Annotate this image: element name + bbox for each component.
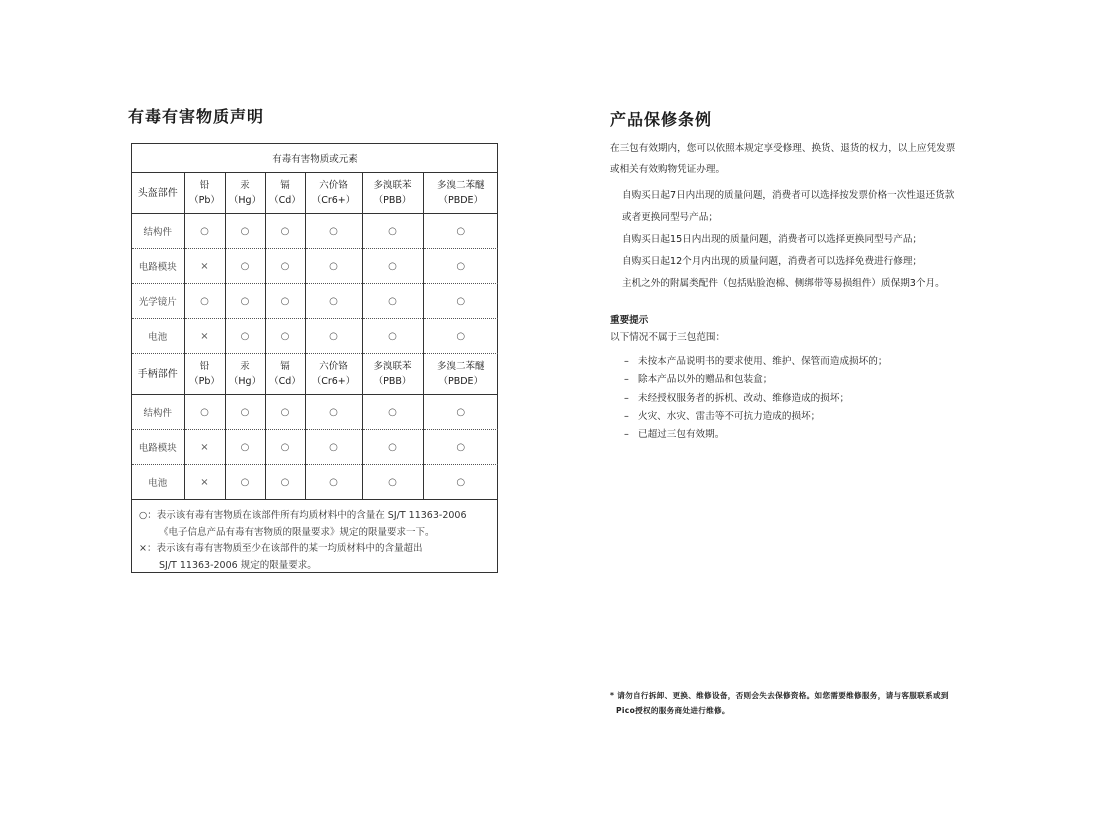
dash-bullet: – [624, 374, 629, 386]
compliance-cell: ○ [362, 395, 423, 430]
exclusion-text: 已超过三包有效期。 [638, 429, 725, 441]
compliance-cell: ○ [184, 284, 225, 319]
compliance-cell: ○ [423, 465, 498, 500]
exclusion-text: 未按本产品说明书的要求使用、维护、保管而造成损坏的； [638, 356, 888, 367]
compliance-cell: ○ [265, 430, 305, 465]
table-row [132, 395, 498, 430]
compliance-cell: ○ [305, 249, 362, 284]
warranty-item: 自购买日起7日内出现的质量问题，消费者可以选择按发票价格一次性退还货款 [622, 190, 955, 201]
substance-name: 铅 [199, 180, 210, 191]
compliance-cell: ○ [265, 395, 305, 430]
substance-column-header [225, 173, 265, 214]
part-name: 光学镜片 [132, 284, 184, 319]
substance-symbol: （Hg） [228, 195, 262, 206]
substance-name: 多溴二苯醚 [437, 361, 485, 372]
compliance-cell: ○ [305, 319, 362, 354]
compliance-cell: ○ [423, 430, 498, 465]
part-name: 电路模块 [132, 430, 184, 465]
compliance-cell: × [184, 465, 225, 500]
substance-column-header [305, 354, 362, 395]
substance-symbol: （Cr6+） [311, 195, 356, 206]
compliance-cell: ○ [423, 395, 498, 430]
dash-bullet: – [624, 429, 629, 441]
exclusion-text: 除本产品以外的赠品和包装盒； [638, 374, 773, 386]
compliance-cell: ○ [225, 284, 265, 319]
hazard-table-grid [132, 144, 498, 500]
part-name: 结构件 [132, 395, 184, 430]
compliance-cell: ○ [362, 249, 423, 284]
compliance-cell: ○ [362, 319, 423, 354]
warranty-item: 主机之外的附属类配件（包括贴脸泡棉、侧绑带等易损组件）质保期3个月。 [622, 278, 945, 289]
dash-bullet: – [624, 392, 629, 404]
table-row [132, 214, 498, 249]
compliance-cell: ○ [225, 465, 265, 500]
note-line: 《电子信息产品有毒有害物质的限量要求》规定的限量要求一下。 [159, 526, 435, 538]
substance-symbol: （Pb） [189, 376, 220, 387]
table-row [132, 284, 498, 319]
substance-column-header [362, 354, 423, 395]
important-notice-heading: 重要提示 [610, 315, 649, 326]
compliance-cell: ○ [305, 430, 362, 465]
compliance-cell: ○ [423, 249, 498, 284]
warranty-item: 自购买日起12个月内出现的质量问题，消费者可以选择免费进行修理； [622, 256, 923, 267]
substance-column-header [423, 173, 498, 214]
substance-column-header [225, 354, 265, 395]
note-circle [139, 508, 497, 541]
exclusion-item [624, 353, 887, 371]
table-notes [132, 500, 497, 574]
compliance-cell: ○ [305, 465, 362, 500]
warranty-title: 产品保修条例 [610, 110, 713, 129]
substance-name: 镉 [280, 361, 290, 372]
substance-column-header [265, 173, 305, 214]
table-group-header [132, 173, 498, 214]
substance-name: 汞 [240, 180, 250, 191]
substance-name: 多溴联苯 [373, 180, 412, 191]
compliance-cell: ○ [305, 284, 362, 319]
part-name: 电池 [132, 465, 184, 500]
substance-symbol: （Cd） [269, 376, 301, 387]
compliance-cell: ○ [225, 214, 265, 249]
warranty-items [622, 185, 992, 295]
compliance-cell: × [184, 430, 225, 465]
substance-column-header [184, 354, 225, 395]
substance-symbol: （PBDE） [438, 376, 484, 387]
intro-line: 或相关有效购物凭证办理。 [610, 164, 726, 175]
compliance-cell: ○ [265, 214, 305, 249]
substance-name: 六价铬 [319, 361, 348, 372]
group-label: 头盔部件 [132, 173, 184, 214]
group-label: 手柄部件 [132, 354, 184, 395]
compliance-cell: ○ [305, 395, 362, 430]
substance-symbol: （PBB） [373, 195, 412, 206]
compliance-cell: ○ [225, 319, 265, 354]
compliance-cell: ○ [184, 395, 225, 430]
table-row [132, 319, 498, 354]
substance-symbol: （Cd） [269, 195, 301, 206]
exclusion-item [624, 390, 887, 408]
substance-name: 六价铬 [319, 180, 348, 191]
note-cross [139, 541, 497, 574]
substance-name: 汞 [240, 361, 250, 372]
exclusion-item [624, 408, 887, 426]
compliance-cell: ○ [362, 214, 423, 249]
substance-name: 多溴二苯醚 [437, 180, 485, 191]
substance-column-header [423, 354, 498, 395]
hazard-declaration-title: 有毒有害物质声明 [128, 107, 265, 126]
compliance-cell: ○ [225, 249, 265, 284]
substance-name: 多溴联苯 [373, 361, 412, 372]
warranty-intro [610, 138, 990, 180]
exclusion-list [624, 353, 887, 444]
compliance-cell: ○ [225, 395, 265, 430]
part-name: 电路模块 [132, 249, 184, 284]
note-line: ○：表示该有毒有害物质在该部件所有均质材料中的含量在 SJ/T 11363-2006 [139, 510, 467, 521]
substance-column-header [305, 173, 362, 214]
warranty-item: 或者更换同型号产品； [622, 212, 718, 223]
dash-bullet: – [624, 356, 629, 367]
table-row [132, 249, 498, 284]
table-row [132, 430, 498, 465]
exclusion-text: 火灾、水灾、雷击等不可抗力造成的损坏； [638, 410, 821, 422]
footnote-line: * 请勿自行拆卸、更换、维修设备，否则会失去保修资格。如您需要维修服务，请与客服联系或到 [610, 691, 949, 700]
warranty-item: 自购买日起15日内出现的质量问题，消费者可以选择更换同型号产品； [622, 234, 923, 245]
scope-intro: 以下情况不属于三包范围： [610, 332, 726, 343]
compliance-cell: × [184, 319, 225, 354]
compliance-cell: ○ [362, 465, 423, 500]
compliance-cell: ○ [423, 214, 498, 249]
substance-column-header [184, 173, 225, 214]
part-name: 电池 [132, 319, 184, 354]
exclusion-item [624, 371, 887, 389]
compliance-cell: ○ [265, 465, 305, 500]
substance-symbol: （PBDE） [438, 195, 484, 206]
compliance-cell: ○ [265, 249, 305, 284]
compliance-cell: ○ [362, 430, 423, 465]
table-group-header [132, 354, 498, 395]
footnote-line: Pico授权的服务商处进行维修。 [616, 706, 730, 715]
substance-symbol: （Hg） [228, 376, 262, 387]
compliance-cell: ○ [265, 284, 305, 319]
compliance-cell: ○ [423, 284, 498, 319]
compliance-cell: ○ [362, 284, 423, 319]
dash-bullet: – [624, 410, 629, 422]
hazard-substance-table [131, 143, 498, 573]
compliance-cell: ○ [423, 319, 498, 354]
repair-footnote [610, 688, 949, 718]
note-line: ×：表示该有毒有害物质至少在该部件的某一均质材料中的含量超出 [139, 543, 423, 554]
substance-symbol: （Pb） [189, 195, 220, 206]
compliance-cell: × [184, 249, 225, 284]
exclusion-item [624, 426, 887, 444]
compliance-cell: ○ [265, 319, 305, 354]
substance-symbol: （Cr6+） [311, 376, 356, 387]
substance-name: 镉 [280, 180, 290, 191]
substance-column-header [362, 173, 423, 214]
note-line: SJ/T 11363-2006 规定的限量要求。 [159, 559, 317, 571]
intro-line: 在三包有效期内，您可以依照本规定享受修理、换货、退货的权力，以上应凭发票 [610, 143, 956, 154]
substance-name: 铅 [199, 361, 210, 372]
table-row [132, 465, 498, 500]
compliance-cell: ○ [305, 214, 362, 249]
table-header: 有毒有害物质或元素 [132, 144, 498, 173]
substance-symbol: （PBB） [373, 376, 412, 387]
compliance-cell: ○ [184, 214, 225, 249]
compliance-cell: ○ [225, 430, 265, 465]
exclusion-text: 未经授权服务者的拆机、改动、维修造成的损坏； [638, 392, 850, 404]
part-name: 结构件 [132, 214, 184, 249]
substance-column-header [265, 354, 305, 395]
